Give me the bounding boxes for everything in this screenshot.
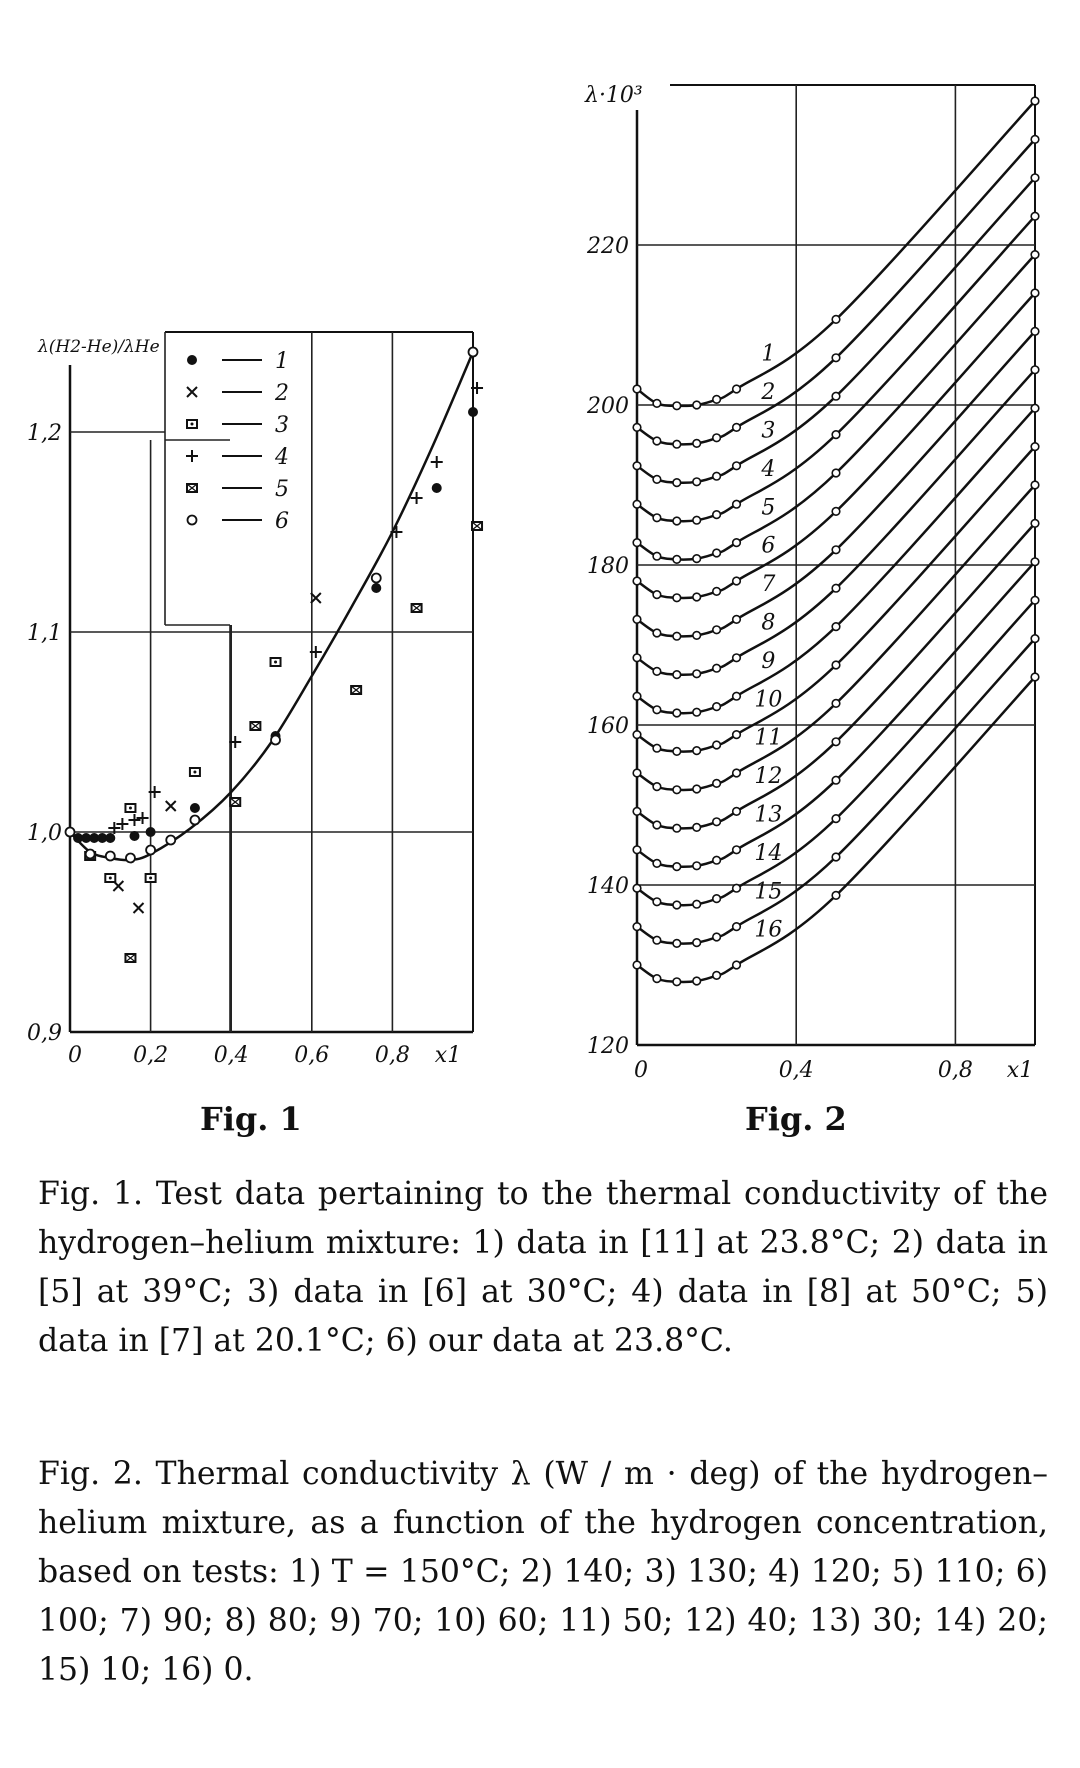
fig2-label: Fig. 2 bbox=[745, 1100, 847, 1138]
fig2-point-16 bbox=[713, 972, 721, 980]
fig2-point-10 bbox=[653, 744, 661, 752]
fig2-y-tick-label: 140 bbox=[587, 874, 629, 899]
fig2-point-14 bbox=[653, 898, 661, 906]
fig2-point-5 bbox=[633, 539, 641, 547]
fig2-y-tick-label: 160 bbox=[587, 714, 629, 739]
fig2-point-10 bbox=[832, 661, 840, 669]
fig2-point-7 bbox=[673, 632, 681, 640]
fig2-point-15 bbox=[832, 853, 840, 861]
fig2-point-3 bbox=[832, 392, 840, 400]
fig2-point-2 bbox=[693, 440, 701, 448]
fig1-caption: Fig. 1. Test data pertaining to the thermal conductivity of the hydrogen–helium mixture: 1) data in [11] at 23.8°C; 2) data in [5] at 39°C; 3) data in [6] at 30°C; 4) data in [8] at 50°C; 5) data in [7] at 20.1°C; 6) our data at 23.8°C. bbox=[38, 1176, 1048, 1359]
fig2-point-15 bbox=[673, 940, 681, 948]
fig2-point-14 bbox=[832, 815, 840, 823]
fig2-point-15 bbox=[713, 933, 721, 941]
fig2-point-10 bbox=[1031, 443, 1039, 451]
fig2-point-16 bbox=[633, 961, 641, 969]
fig2-point-10 bbox=[673, 748, 681, 756]
fig2-point-12 bbox=[693, 824, 701, 832]
fig1-y-label: λ(H2-He)/λHe bbox=[38, 337, 160, 357]
fig2-point-5 bbox=[693, 555, 701, 563]
fig2-x-tick-label: 0 bbox=[634, 1058, 648, 1083]
fig2-point-9 bbox=[633, 692, 641, 700]
fig1-legend-label-6: 6 bbox=[275, 509, 289, 534]
fig2-point-13 bbox=[633, 846, 641, 854]
fig2-point-4 bbox=[633, 500, 641, 508]
fig2-point-1 bbox=[693, 401, 701, 409]
fig2-point-4 bbox=[733, 500, 741, 508]
fig2-curve-label-10: 10 bbox=[754, 687, 783, 713]
fig2-point-7 bbox=[653, 629, 661, 637]
fig2-point-2 bbox=[1031, 136, 1039, 144]
fig1-legend-label-5: 5 bbox=[275, 477, 289, 502]
fig2-curve-label-15: 15 bbox=[754, 879, 783, 905]
fig2-point-10 bbox=[713, 741, 721, 749]
fig2-point-9 bbox=[832, 623, 840, 631]
fig2-point-11 bbox=[1031, 481, 1039, 489]
fig2-markers-3 bbox=[633, 174, 1039, 486]
fig2-point-1 bbox=[1031, 97, 1039, 105]
fig2-point-15 bbox=[633, 923, 641, 931]
fig2-point-5 bbox=[673, 556, 681, 564]
fig2-point-6 bbox=[633, 577, 641, 585]
fig2-point-6 bbox=[832, 508, 840, 516]
fig2-point-12 bbox=[653, 821, 661, 829]
fig2-point-8 bbox=[653, 668, 661, 676]
fig2-curve-label-8: 8 bbox=[761, 610, 776, 636]
fig2-point-11 bbox=[713, 780, 721, 788]
fig2-point-11 bbox=[832, 700, 840, 708]
fig1-x-tick-label: 0,2 bbox=[133, 1043, 169, 1068]
fig2-point-11 bbox=[653, 783, 661, 791]
fig2-point-11 bbox=[633, 769, 641, 777]
fig2-point-3 bbox=[1031, 174, 1039, 182]
fig1-label: Fig. 1 bbox=[200, 1100, 302, 1138]
fig2-point-16 bbox=[1031, 673, 1039, 681]
fig1-x-label: x1 bbox=[434, 1043, 462, 1068]
fig2-point-13 bbox=[1031, 558, 1039, 566]
fig2-point-8 bbox=[713, 664, 721, 672]
fig2-point-6 bbox=[693, 593, 701, 601]
fig2-point-11 bbox=[673, 786, 681, 794]
fig1-y-tick-label: 1,0 bbox=[27, 821, 62, 846]
fig2-point-3 bbox=[673, 479, 681, 487]
fig1-legend-label-3: 3 bbox=[275, 413, 289, 438]
fig2-point-12 bbox=[633, 808, 641, 816]
fig2-point-14 bbox=[1031, 596, 1039, 604]
fig2-curve-label-12: 12 bbox=[754, 764, 783, 790]
fig2-point-6 bbox=[653, 591, 661, 599]
fig2-point-9 bbox=[673, 709, 681, 717]
fig2-point-13 bbox=[733, 846, 741, 854]
fig1-legend-label-1: 1 bbox=[275, 349, 289, 374]
fig2-y-tick-label: 180 bbox=[587, 554, 629, 579]
fig2-point-6 bbox=[713, 588, 721, 596]
fig2-point-1 bbox=[633, 385, 641, 393]
fig2-point-11 bbox=[693, 785, 701, 793]
fig2-point-5 bbox=[1031, 251, 1039, 259]
fig2-point-15 bbox=[1031, 635, 1039, 643]
fig2-point-12 bbox=[832, 738, 840, 746]
fig2-curve-label-13: 13 bbox=[754, 802, 783, 828]
fig2-markers-1 bbox=[633, 97, 1039, 409]
fig2-caption: Fig. 2. Thermal conductivity λ (W / m · deg) of the hydrogen–helium mixture, as a function of the hydrogen concentration, based on tests: 1) T = 150°C; 2) 140; 3) 130; 4) 120; 5) 110; 6) 100; 7) 90; 8) 80; 9) 70; 10) 60; 11) 50; 12) 40; 13) 30; 14) 20; 15) 10; 16) 0. bbox=[38, 1456, 1048, 1688]
fig2-point-1 bbox=[713, 396, 721, 404]
fig2-point-14 bbox=[633, 884, 641, 892]
fig2-point-13 bbox=[653, 860, 661, 868]
fig2-curve-label-4: 4 bbox=[761, 456, 776, 482]
fig2-point-6 bbox=[1031, 289, 1039, 297]
fig2-point-9 bbox=[713, 703, 721, 711]
fig2-point-8 bbox=[693, 670, 701, 678]
fig2-point-16 bbox=[832, 892, 840, 900]
fig2-point-12 bbox=[1031, 520, 1039, 528]
fig1-y-tick-label: 1,1 bbox=[27, 621, 62, 646]
fig2-point-5 bbox=[713, 549, 721, 557]
fig2-curve-label-5: 5 bbox=[761, 495, 776, 521]
fig2-point-3 bbox=[633, 462, 641, 470]
fig1-y-tick-label: 1,2 bbox=[27, 421, 62, 446]
fig2-point-8 bbox=[1031, 366, 1039, 374]
fig2-point-7 bbox=[693, 632, 701, 640]
fig2-point-3 bbox=[653, 476, 661, 484]
fig2-point-7 bbox=[733, 616, 741, 624]
fig1-y-tick-label: 0,9 bbox=[27, 1021, 62, 1046]
fig2-point-14 bbox=[733, 884, 741, 892]
fig2-point-2 bbox=[733, 424, 741, 432]
fig2-markers-4 bbox=[633, 212, 1039, 524]
fig2-point-7 bbox=[713, 626, 721, 634]
fig2-point-16 bbox=[653, 975, 661, 983]
fig2-point-14 bbox=[713, 895, 721, 903]
fig2-point-3 bbox=[713, 472, 721, 480]
fig2-curve-label-2: 2 bbox=[761, 380, 776, 406]
fig2-curve-label-6: 6 bbox=[761, 533, 776, 559]
fig2-curve-label-7: 7 bbox=[761, 572, 776, 598]
fig2-point-16 bbox=[693, 977, 701, 985]
fig1-x-tick-label: 0,8 bbox=[374, 1043, 410, 1068]
fig2-point-1 bbox=[653, 400, 661, 408]
fig2-point-8 bbox=[733, 654, 741, 662]
fig2-point-4 bbox=[653, 514, 661, 522]
fig2-point-4 bbox=[1031, 212, 1039, 220]
fig2-curve-label-1: 1 bbox=[761, 341, 776, 367]
fig2-point-4 bbox=[713, 511, 721, 519]
fig2-point-8 bbox=[832, 584, 840, 592]
fig1-legend-label-4: 4 bbox=[275, 445, 289, 470]
fig2-point-10 bbox=[693, 747, 701, 755]
fig2-curve-label-9: 9 bbox=[761, 648, 776, 674]
fig2-point-7 bbox=[832, 546, 840, 554]
fig2-point-1 bbox=[832, 316, 840, 324]
fig2-point-3 bbox=[733, 462, 741, 470]
fig2-curve-label-11: 11 bbox=[754, 725, 783, 751]
fig2-point-6 bbox=[673, 594, 681, 602]
fig2-point-2 bbox=[832, 354, 840, 362]
fig2-point-2 bbox=[633, 424, 641, 432]
fig2-curve-label-3: 3 bbox=[761, 418, 776, 444]
fig2-point-10 bbox=[733, 731, 741, 739]
fig2-point-4 bbox=[673, 517, 681, 525]
fig2-point-7 bbox=[633, 616, 641, 624]
fig2-x-tick-label: 0,8 bbox=[937, 1058, 973, 1083]
fig2-point-13 bbox=[673, 863, 681, 871]
fig2-point-1 bbox=[733, 385, 741, 393]
fig1-x-tick-label: 0,4 bbox=[213, 1043, 249, 1068]
fig2-point-15 bbox=[653, 936, 661, 944]
fig2-point-12 bbox=[713, 818, 721, 826]
fig2-point-9 bbox=[653, 706, 661, 714]
fig2-point-11 bbox=[733, 769, 741, 777]
fig1-x-tick-label: 0 bbox=[68, 1043, 82, 1068]
fig2-point-1 bbox=[673, 402, 681, 410]
fig2-markers-2 bbox=[633, 136, 1039, 448]
fig2-point-15 bbox=[693, 939, 701, 947]
fig2-point-12 bbox=[673, 824, 681, 832]
fig2-point-13 bbox=[832, 776, 840, 784]
fig2-point-5 bbox=[653, 552, 661, 560]
fig2-x-label: x1 bbox=[1006, 1058, 1034, 1083]
fig2-point-13 bbox=[693, 862, 701, 870]
fig2-point-3 bbox=[693, 478, 701, 486]
fig2-point-9 bbox=[733, 692, 741, 700]
fig2-point-4 bbox=[832, 431, 840, 439]
fig2-point-16 bbox=[673, 978, 681, 986]
fig2-point-2 bbox=[713, 434, 721, 442]
fig2-curve-label-16: 16 bbox=[754, 917, 783, 943]
fig2-y-tick-label: 200 bbox=[587, 394, 629, 419]
fig2-point-12 bbox=[733, 808, 741, 816]
fig2-point-8 bbox=[673, 671, 681, 679]
fig2-point-5 bbox=[832, 469, 840, 477]
fig2-point-4 bbox=[693, 516, 701, 524]
fig2-y-tick-label: 120 bbox=[587, 1034, 629, 1059]
fig2-point-16 bbox=[733, 961, 741, 969]
fig2-point-14 bbox=[673, 901, 681, 909]
fig2-x-tick-label: 0,4 bbox=[778, 1058, 814, 1083]
fig2-curve-label-14: 14 bbox=[754, 840, 783, 866]
fig2-point-9 bbox=[1031, 404, 1039, 412]
fig2-point-15 bbox=[733, 923, 741, 931]
fig2-point-7 bbox=[1031, 328, 1039, 336]
fig2-point-5 bbox=[733, 539, 741, 547]
fig1-legend-label-2: 2 bbox=[275, 381, 289, 406]
fig2-point-6 bbox=[733, 577, 741, 585]
fig2-point-10 bbox=[633, 731, 641, 739]
fig2-point-2 bbox=[673, 440, 681, 448]
fig2-point-8 bbox=[633, 654, 641, 662]
fig2-point-9 bbox=[693, 708, 701, 716]
fig2-y-label: λ·10³ bbox=[585, 83, 643, 108]
fig2-y-tick-label: 220 bbox=[587, 234, 629, 259]
fig1-x-tick-label: 0,6 bbox=[294, 1043, 330, 1068]
fig2-point-13 bbox=[713, 856, 721, 864]
fig2-point-2 bbox=[653, 437, 661, 445]
fig2-point-14 bbox=[693, 900, 701, 908]
